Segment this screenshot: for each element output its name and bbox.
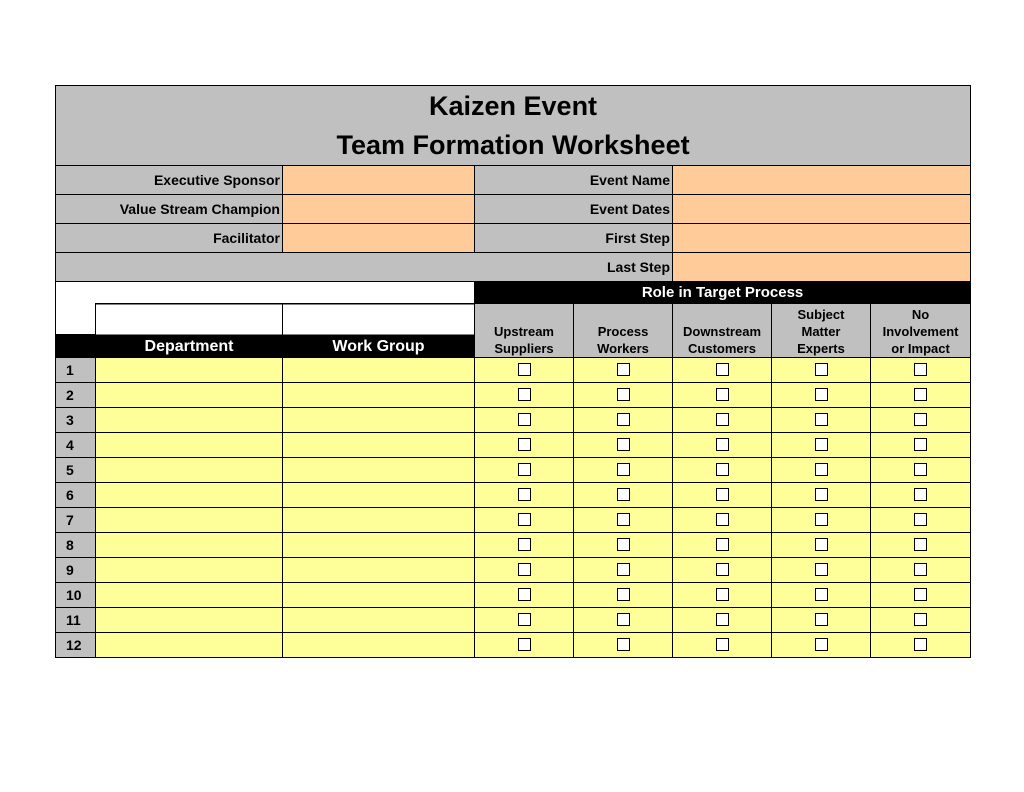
department-cell[interactable]: [96, 633, 283, 658]
row-number: 10: [56, 583, 96, 608]
process-workers-checkbox[interactable]: [617, 613, 630, 626]
upstream-suppliers-cell: [475, 533, 574, 558]
no-involvement-checkbox[interactable]: [914, 638, 927, 651]
upstream-suppliers-checkbox[interactable]: [518, 363, 531, 376]
title-line-2: Team Formation Worksheet: [336, 129, 690, 160]
subject-matter-experts-cell: [772, 558, 871, 583]
subject-matter-experts-checkbox[interactable]: [815, 413, 828, 426]
no-involvement-checkbox[interactable]: [914, 513, 927, 526]
downstream-customers-cell: [673, 408, 772, 433]
role-in-target-process-header: Role in Target Process: [475, 282, 971, 304]
process-workers-checkbox[interactable]: [617, 538, 630, 551]
no-involvement-checkbox[interactable]: [914, 463, 927, 476]
value-stream-champion-label: Value Stream Champion: [56, 195, 283, 224]
no-involvement-checkbox[interactable]: [914, 588, 927, 601]
department-cell[interactable]: [96, 358, 283, 383]
upstream-suppliers-cell: [475, 358, 574, 383]
table-row: [56, 433, 971, 458]
row-number: 1: [56, 358, 96, 383]
downstream-customers-checkbox[interactable]: [716, 363, 729, 376]
subject-matter-experts-checkbox[interactable]: [815, 513, 828, 526]
department-cell[interactable]: [96, 583, 283, 608]
downstream-customers-cell: [673, 358, 772, 383]
row-number: 7: [56, 508, 96, 533]
process-workers-checkbox[interactable]: [617, 388, 630, 401]
work-group-cell[interactable]: [283, 383, 475, 408]
row-number: 12: [56, 633, 96, 658]
table-row: [56, 508, 971, 533]
no-involvement-checkbox[interactable]: [914, 388, 927, 401]
downstream-customers-cell: [673, 483, 772, 508]
header-line: Experts: [797, 341, 845, 356]
no-involvement-cell: [871, 508, 971, 533]
table-row: [56, 383, 971, 408]
process-workers-cell: [574, 508, 673, 533]
upstream-suppliers-checkbox[interactable]: [518, 463, 531, 476]
department-cell[interactable]: [96, 383, 283, 408]
upstream-suppliers-checkbox[interactable]: [518, 563, 531, 576]
upstream-suppliers-cell: [475, 583, 574, 608]
subject-matter-experts-checkbox[interactable]: [815, 363, 828, 376]
downstream-customers-cell: [673, 458, 772, 483]
process-workers-checkbox[interactable]: [617, 563, 630, 576]
work-group-cell[interactable]: [283, 508, 475, 533]
table-row: [56, 483, 971, 508]
upstream-suppliers-checkbox[interactable]: [518, 388, 531, 401]
subject-matter-experts-checkbox[interactable]: [815, 438, 828, 451]
process-workers-checkbox[interactable]: [617, 488, 630, 501]
no-involvement-checkbox[interactable]: [914, 413, 927, 426]
upstream-suppliers-checkbox[interactable]: [518, 488, 531, 501]
first-step-label: First Step: [475, 224, 673, 253]
upstream-suppliers-checkbox[interactable]: [518, 413, 531, 426]
department-cell[interactable]: [96, 458, 283, 483]
downstream-customers-checkbox[interactable]: [716, 463, 729, 476]
no-involvement-cell: [871, 458, 971, 483]
work-group-cell[interactable]: [283, 483, 475, 508]
process-workers-cell: [574, 433, 673, 458]
process-workers-cell: [574, 583, 673, 608]
subject-matter-experts-cell: [772, 633, 871, 658]
work-group-cell[interactable]: [283, 558, 475, 583]
downstream-customers-checkbox[interactable]: [716, 488, 729, 501]
executive-sponsor-label: Executive Sponsor: [56, 166, 283, 195]
row-number: 6: [56, 483, 96, 508]
downstream-customers-cell: [673, 383, 772, 408]
department-cell[interactable]: [96, 558, 283, 583]
downstream-customers-checkbox[interactable]: [716, 563, 729, 576]
title-line-1: Kaizen Event: [429, 90, 598, 121]
table-row: [56, 358, 971, 383]
process-workers-checkbox[interactable]: [617, 363, 630, 376]
process-workers-checkbox[interactable]: [617, 513, 630, 526]
process-workers-checkbox[interactable]: [617, 413, 630, 426]
upstream-suppliers-cell: [475, 433, 574, 458]
upstream-suppliers-checkbox[interactable]: [518, 638, 531, 651]
process-workers-checkbox[interactable]: [617, 638, 630, 651]
downstream-customers-cell: [673, 558, 772, 583]
subject-matter-experts-checkbox[interactable]: [815, 538, 828, 551]
department-cell[interactable]: [96, 433, 283, 458]
row-number: 8: [56, 533, 96, 558]
subject-matter-experts-cell: [772, 433, 871, 458]
no-involvement-cell: [871, 383, 971, 408]
row-number-header: [56, 304, 96, 358]
upstream-suppliers-checkbox[interactable]: [518, 513, 531, 526]
event-name-field[interactable]: [673, 166, 971, 195]
no-involvement-checkbox[interactable]: [914, 563, 927, 576]
downstream-customers-cell: [673, 608, 772, 633]
no-involvement-cell: [871, 408, 971, 433]
downstream-customers-header: [673, 304, 772, 358]
header-line: or Impact: [891, 341, 950, 356]
worksheet-table: [55, 85, 971, 658]
worksheet-title: [56, 86, 971, 166]
subject-matter-experts-cell: [772, 358, 871, 383]
upstream-suppliers-cell: [475, 608, 574, 633]
upstream-suppliers-cell: [475, 483, 574, 508]
header-line: Subject: [797, 307, 845, 322]
downstream-customers-checkbox[interactable]: [716, 588, 729, 601]
department-header: Department: [96, 304, 283, 358]
row-number: 3: [56, 408, 96, 433]
work-group-cell[interactable]: [283, 533, 475, 558]
executive-sponsor-field[interactable]: [283, 166, 475, 195]
facilitator-label: Facilitator: [56, 224, 283, 253]
blank-header-area: [56, 282, 475, 304]
header-line: Suppliers: [494, 341, 554, 356]
department-cell[interactable]: [96, 408, 283, 433]
upstream-suppliers-cell: [475, 508, 574, 533]
no-involvement-cell: [871, 583, 971, 608]
department-cell[interactable]: [96, 533, 283, 558]
last-step-label: Last Step: [56, 253, 673, 282]
subject-matter-experts-cell: [772, 483, 871, 508]
event-dates-field[interactable]: [673, 195, 971, 224]
process-workers-cell: [574, 408, 673, 433]
upstream-suppliers-cell: [475, 458, 574, 483]
process-workers-cell: [574, 383, 673, 408]
subject-matter-experts-cell: [772, 383, 871, 408]
subject-matter-experts-checkbox[interactable]: [815, 563, 828, 576]
subject-matter-experts-checkbox[interactable]: [815, 463, 828, 476]
row-number: 9: [56, 558, 96, 583]
no-involvement-cell: [871, 533, 971, 558]
subject-matter-experts-checkbox[interactable]: [815, 588, 828, 601]
no-involvement-checkbox[interactable]: [914, 538, 927, 551]
subject-matter-experts-cell: [772, 458, 871, 483]
no-involvement-cell: [871, 558, 971, 583]
downstream-customers-cell: [673, 433, 772, 458]
event-dates-label: Event Dates: [475, 195, 673, 224]
value-stream-champion-field[interactable]: [283, 195, 475, 224]
work-group-cell[interactable]: [283, 458, 475, 483]
table-row: [56, 533, 971, 558]
subject-matter-experts-header: [772, 304, 871, 358]
process-workers-checkbox[interactable]: [617, 463, 630, 476]
no-involvement-cell: [871, 433, 971, 458]
downstream-customers-checkbox[interactable]: [716, 538, 729, 551]
work-group-header: Work Group: [283, 304, 475, 358]
subject-matter-experts-cell: [772, 533, 871, 558]
upstream-suppliers-cell: [475, 558, 574, 583]
table-row: [56, 583, 971, 608]
no-involvement-checkbox[interactable]: [914, 438, 927, 451]
downstream-customers-cell: [673, 583, 772, 608]
process-workers-cell: [574, 608, 673, 633]
last-step-field[interactable]: [673, 253, 971, 282]
process-workers-cell: [574, 558, 673, 583]
downstream-customers-checkbox[interactable]: [716, 613, 729, 626]
upstream-suppliers-checkbox[interactable]: [518, 438, 531, 451]
process-workers-cell: [574, 458, 673, 483]
table-row: [56, 558, 971, 583]
no-involvement-checkbox[interactable]: [914, 613, 927, 626]
table-row: [56, 608, 971, 633]
downstream-customers-cell: [673, 633, 772, 658]
downstream-customers-checkbox[interactable]: [716, 513, 729, 526]
downstream-customers-cell: [673, 533, 772, 558]
row-number: 4: [56, 433, 96, 458]
first-step-field[interactable]: [673, 224, 971, 253]
header-line: Customers: [688, 341, 756, 356]
subject-matter-experts-cell: [772, 608, 871, 633]
process-workers-header: [574, 304, 673, 358]
downstream-customers-cell: [673, 508, 772, 533]
process-workers-cell: [574, 358, 673, 383]
no-involvement-header: [871, 304, 971, 358]
department-cell[interactable]: [96, 483, 283, 508]
header-line: No: [911, 307, 930, 322]
work-group-cell[interactable]: [283, 583, 475, 608]
row-number: 11: [56, 608, 96, 633]
no-involvement-cell: [871, 483, 971, 508]
no-involvement-cell: [871, 608, 971, 633]
row-number: 5: [56, 458, 96, 483]
table-row: [56, 458, 971, 483]
no-involvement-cell: [871, 358, 971, 383]
no-involvement-checkbox[interactable]: [914, 488, 927, 501]
downstream-customers-checkbox[interactable]: [716, 388, 729, 401]
subject-matter-experts-checkbox[interactable]: [815, 488, 828, 501]
work-group-cell[interactable]: [283, 608, 475, 633]
work-group-cell[interactable]: [283, 408, 475, 433]
subject-matter-experts-checkbox[interactable]: [815, 613, 828, 626]
work-group-cell[interactable]: [283, 358, 475, 383]
row-number: 2: [56, 383, 96, 408]
header-line: Upstream: [494, 324, 554, 339]
upstream-suppliers-checkbox[interactable]: [518, 613, 531, 626]
upstream-suppliers-cell: [475, 408, 574, 433]
downstream-customers-checkbox[interactable]: [716, 413, 729, 426]
subject-matter-experts-checkbox[interactable]: [815, 638, 828, 651]
header-line: Involvement: [882, 324, 959, 339]
process-workers-cell: [574, 533, 673, 558]
subject-matter-experts-cell: [772, 583, 871, 608]
upstream-suppliers-cell: [475, 633, 574, 658]
downstream-customers-checkbox[interactable]: [716, 638, 729, 651]
subject-matter-experts-cell: [772, 408, 871, 433]
upstream-suppliers-cell: [475, 383, 574, 408]
upstream-suppliers-header: [475, 304, 574, 358]
process-workers-cell: [574, 633, 673, 658]
upstream-suppliers-checkbox[interactable]: [518, 588, 531, 601]
table-row: [56, 408, 971, 433]
department-cell[interactable]: [96, 508, 283, 533]
event-name-label: Event Name: [475, 166, 673, 195]
department-cell[interactable]: [96, 608, 283, 633]
process-workers-checkbox[interactable]: [617, 438, 630, 451]
work-group-cell[interactable]: [283, 433, 475, 458]
work-group-cell[interactable]: [283, 633, 475, 658]
facilitator-field[interactable]: [283, 224, 475, 253]
table-row: [56, 633, 971, 658]
downstream-customers-checkbox[interactable]: [716, 438, 729, 451]
header-line: Matter: [801, 324, 841, 339]
subject-matter-experts-cell: [772, 508, 871, 533]
process-workers-checkbox[interactable]: [617, 588, 630, 601]
no-involvement-cell: [871, 633, 971, 658]
header-line: Process: [597, 324, 649, 339]
subject-matter-experts-checkbox[interactable]: [815, 388, 828, 401]
no-involvement-checkbox[interactable]: [914, 363, 927, 376]
header-line: Workers: [597, 341, 649, 356]
upstream-suppliers-checkbox[interactable]: [518, 538, 531, 551]
header-line: Downstream: [682, 324, 762, 339]
process-workers-cell: [574, 483, 673, 508]
